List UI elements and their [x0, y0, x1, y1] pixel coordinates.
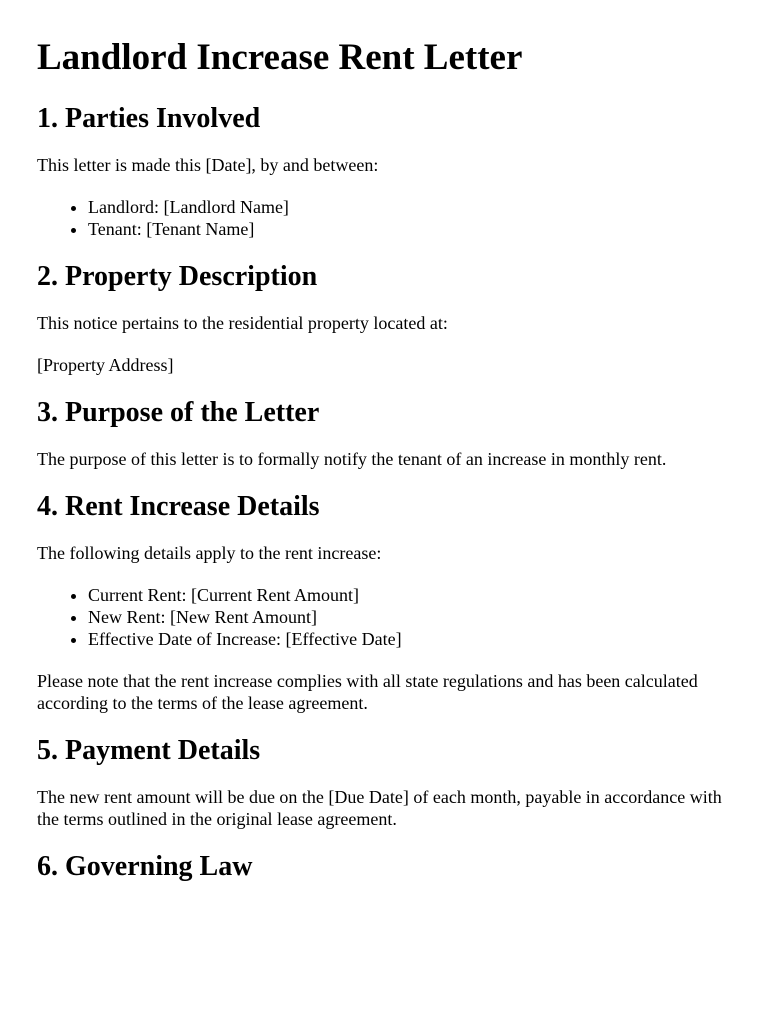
section-outro: Please note that the rent increase complies with all state regulations and has been calculated according to the terms of the lease agreement. — [37, 671, 698, 713]
list-item: • New Rent: [New Rent Amount] — [88, 606, 733, 628]
section-rent-increase — [37, 490, 733, 714]
section-paragraph: The purpose of this letter is to formally notify the tenant of an increase in monthly rent. — [37, 449, 667, 469]
section-heading: 4. Rent Increase Details — [37, 491, 320, 522]
section-intro: The following details apply to the rent increase: — [37, 543, 382, 563]
document-title: Landlord Increase Rent Letter — [37, 37, 523, 78]
list-item: • Effective Date of Increase: [Effective Date] — [88, 628, 733, 650]
section-paragraph: The new rent amount will be due on the [Due Date] of each month, payable in accordance with the terms outlined in the original lease agreement. — [37, 787, 722, 829]
list-item: • Landlord: [Landlord Name] — [88, 196, 733, 218]
section-paragraph: This notice pertains to the residential property located at: — [37, 313, 448, 333]
rent-details-list — [37, 584, 733, 650]
section-governing-law — [37, 850, 733, 884]
section-heading: 1. Parties Involved — [37, 103, 261, 134]
list-item: • Tenant: [Tenant Name] — [88, 218, 733, 240]
section-intro: This letter is made this [Date], by and between: — [37, 155, 379, 175]
section-heading: 5. Payment Details — [37, 735, 261, 766]
section-parties — [37, 102, 733, 240]
section-heading: 2. Property Description — [37, 261, 318, 292]
property-address: [Property Address] — [37, 355, 174, 375]
section-heading: 3. Purpose of the Letter — [37, 397, 320, 428]
section-property — [37, 260, 733, 376]
parties-list — [37, 196, 733, 240]
section-purpose — [37, 396, 733, 470]
list-item: • Current Rent: [Current Rent Amount] — [88, 584, 733, 606]
section-heading: 6. Governing Law — [37, 851, 253, 882]
section-payment — [37, 734, 733, 830]
